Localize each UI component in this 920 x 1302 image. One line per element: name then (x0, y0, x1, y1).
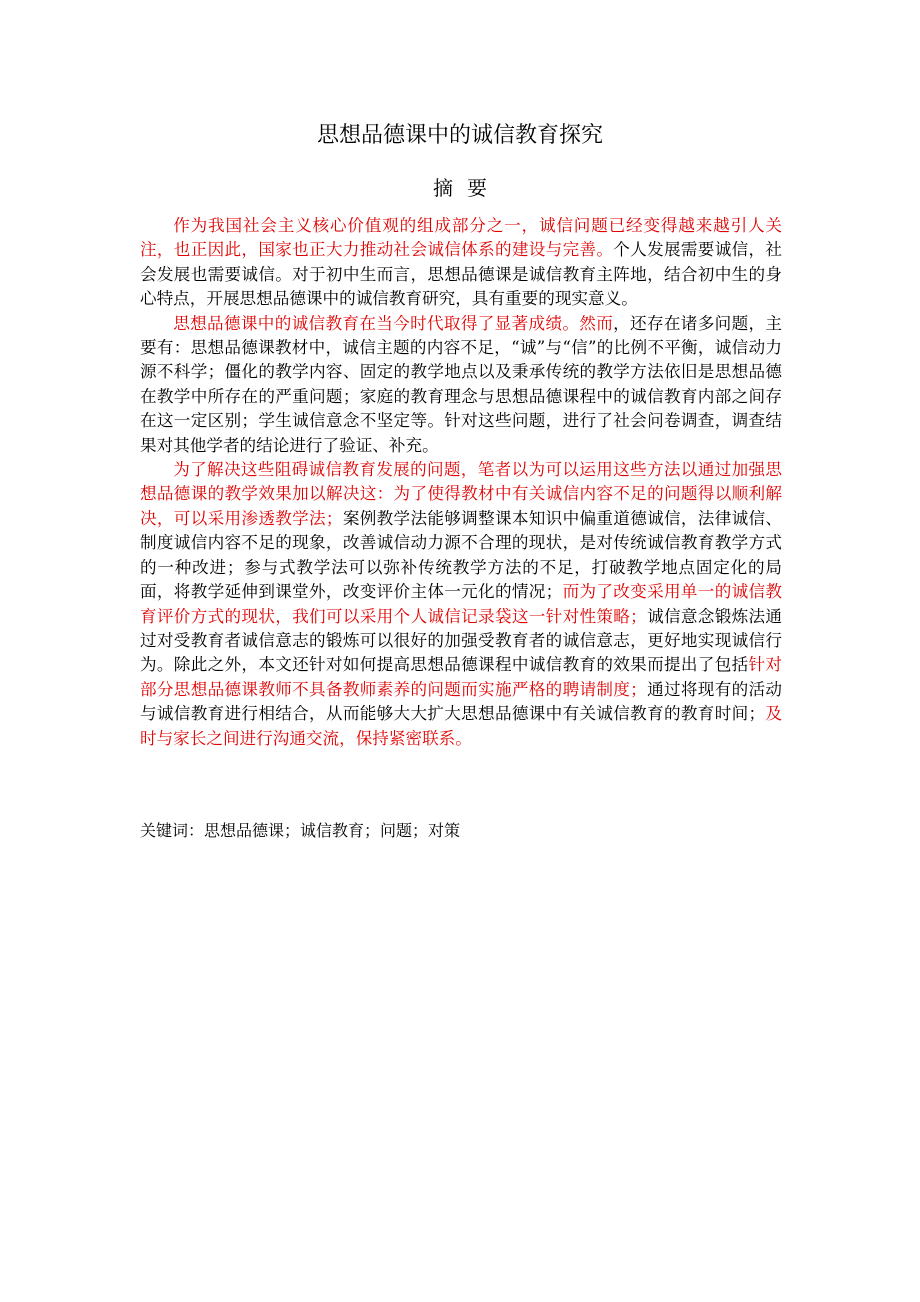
abstract-paragraph-2 (140, 312, 782, 458)
keywords-line: 关键词：思想品德课；诚信教育；问题；对策 (140, 821, 461, 840)
abstract-paragraph-1 (140, 214, 782, 312)
text-segment-red: 为了解决这些阻碍诚信教育发展的问题，笔者以为可以运用这些方法以通过加强思想品德课的教学效果加以解决这：为了使得教材中有关诚信内容不足的问题得以顺利解决，可以采用渗透教学法； (140, 460, 782, 528)
text-segment-red: 思想品德课中的诚信教育在当今时代取得了显著成绩。然而 (173, 313, 614, 333)
text-segment-red: 作为我国社会主义核心价值观的组成部分之一，诚信问题已经变得越来越引人关注，也正因此，国家也正大力推动社会诚信体系的建设与完善。 (140, 216, 782, 260)
text-segment: 个人发展需要诚信，社会发展也需要诚信。对于初中生而言，思想品德课是诚信教育主阵地，结合初中生的身心特点，开展思想品德课中的诚信教育研究，具有重要的现实意义。 (140, 240, 783, 309)
abstract-heading: 摘要 (433, 176, 501, 200)
text-segment: 案例教学法能够调整课本知识中偏重道德诚信，法律诚信、制度诚信内容不足的现象，改善诚信动力源不合理的现状，是对传统诚信教育教学方式的一种改进；参与式教学法可以弥补传统教学方法的不足，打破教学地点固定化的局面，将教学延伸到课堂外，改变评价主体一元化的情况； (140, 508, 783, 602)
text-segment: 诚信意念锻炼法通过对受教育者诚信意志的锻炼可以很好的加强受教育者的诚信意志，更好地实现诚信行为。除此之外，本文还针对如何提高思想品德课程中诚信教育的效果而提出了包括 (140, 606, 783, 675)
document-title: 思想品德课中的诚信教育探究 (316, 123, 603, 148)
text-segment: 通过将现有的活动与诚信教育进行相结合，从而能够大大扩大思想品德课中有关诚信教育的教育时间； (140, 679, 783, 724)
text-segment-red: 而为了改变采用单一的诚信教育评价方式的现状，我们可以采用个人诚信记录袋这一针对性策略； (140, 582, 783, 626)
text-segment: ，还存在诸多问题，主要有：思想品德课教材中，诚信主题的内容不足，“诚”与“信”的比例不平衡，诚信动力源不科学；僵化的教学内容、固定的教学地点以及秉承传统的教学方法依旧是思想品德在教学中所存在的严重问题；家庭的教育理念与思想品德课程中的诚信教育内部之间存在这一定区别；学生诚信意念不坚定等。针对这些问题，进行了社会问卷调查，调查结果对其他学者的结论进行了验证、补充。 (140, 313, 783, 455)
abstract-body (140, 214, 782, 751)
text-segment-red: 针对部分思想品德课教师不具备教师素养的问题而实施严格的聘请制度； (140, 655, 783, 699)
text-segment-red: 及时与家长之间进行沟通交流，保持紧密联系。 (140, 704, 783, 748)
abstract-paragraph-3 (140, 458, 782, 751)
